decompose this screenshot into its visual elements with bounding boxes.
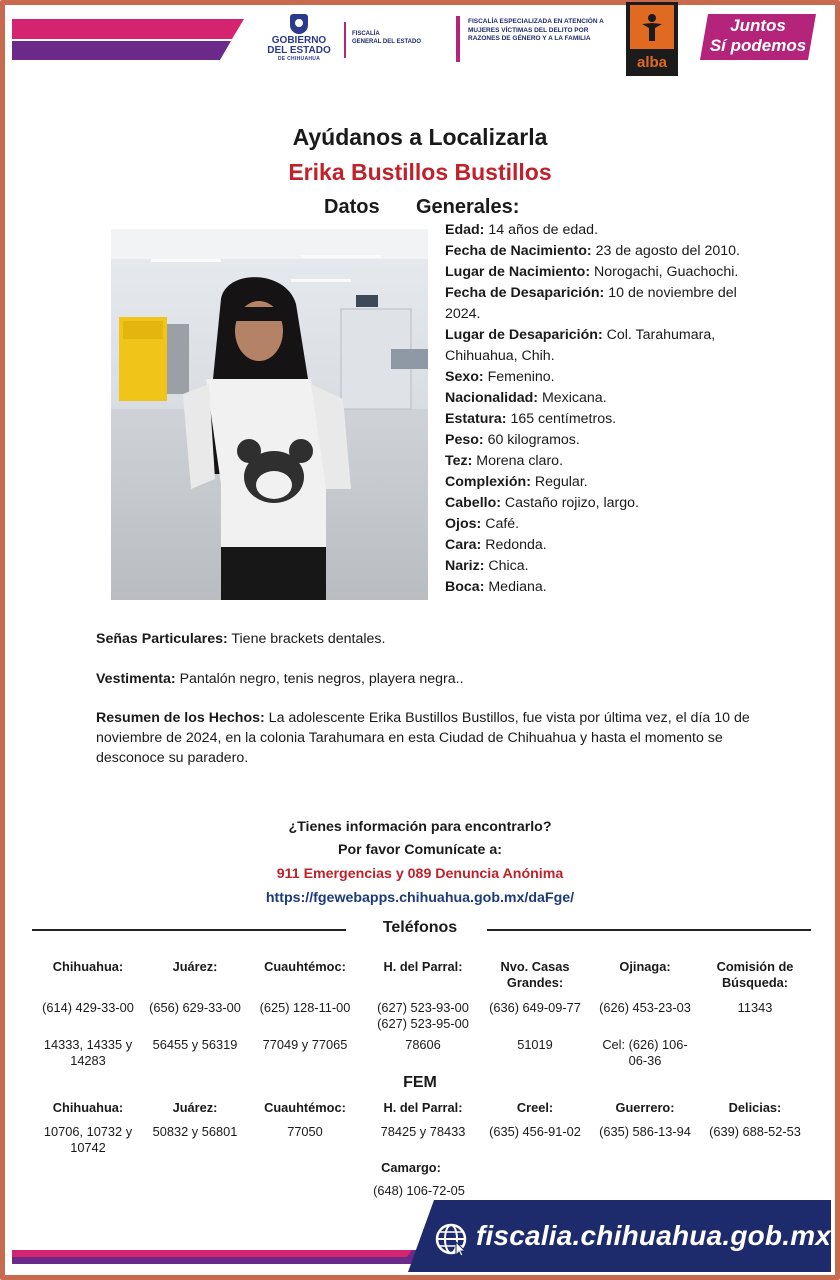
resumen-value: La adolescente Erika Bustillos Bustillos, fue vista por última vez, el día 10 de noviembre de 2024, en la colonia Tarahumara en esta Ciudad de Chihuahua y hasta el momento se desconoce su paradero. bbox=[96, 710, 750, 766]
detail-label: Sexo: bbox=[445, 369, 484, 385]
phone-number-cell: (626) 453-23-03 bbox=[599, 1000, 691, 1015]
phone-number-cell: 51019 bbox=[517, 1037, 553, 1052]
detail-value: Col. Tarahumara, Chihuahua, Chih. bbox=[445, 327, 716, 364]
senas-value: Tiene brackets dentales. bbox=[227, 631, 386, 647]
phone-number-cell: (656) 629-33-00 bbox=[149, 1000, 241, 1015]
phone-number-cell: Cel: (626) 106-06-36 bbox=[602, 1037, 688, 1068]
missing-person-photo bbox=[111, 229, 428, 600]
detail-value: Mediana. bbox=[484, 579, 547, 595]
detail-row bbox=[445, 409, 775, 430]
fem-title: FEM bbox=[403, 1074, 437, 1091]
section-title-generales: Generales: bbox=[416, 196, 520, 218]
detail-label: Complexión: bbox=[445, 474, 531, 490]
gobierno-logo bbox=[258, 14, 340, 66]
detail-row bbox=[445, 493, 775, 514]
phone-number-cell: (627) 523-93-00 (627) 523-95-00 bbox=[377, 1000, 469, 1031]
detail-row bbox=[445, 325, 775, 367]
detail-row bbox=[445, 556, 775, 577]
detail-value: Femenino. bbox=[483, 369, 555, 385]
phone-number-cell: 11343 bbox=[737, 1000, 773, 1015]
phone-city-header: Comisión de Búsqueda: bbox=[716, 959, 794, 990]
vestimenta-label: Vestimenta: bbox=[96, 671, 176, 687]
phone-number-cell: (614) 429-33-00 bbox=[42, 1000, 134, 1015]
detail-label: Lugar de Nacimiento: bbox=[445, 264, 591, 280]
detail-value: 10 de noviembre del 2024. bbox=[445, 285, 737, 322]
alba-label: alba bbox=[636, 54, 667, 71]
phone-number-cell: (635) 456-91-02 bbox=[489, 1124, 581, 1139]
vestimenta bbox=[96, 669, 776, 689]
detail-row bbox=[445, 535, 775, 556]
detail-label: Nariz: bbox=[445, 558, 485, 574]
detail-row bbox=[445, 472, 775, 493]
detail-label: Lugar de Desaparición: bbox=[445, 327, 603, 343]
gobierno-line1: GOBIERNO bbox=[271, 35, 327, 46]
detail-row bbox=[445, 367, 775, 388]
phone-city-header: Chihuahua: bbox=[52, 959, 124, 974]
detail-label: Tez: bbox=[445, 453, 473, 469]
camargo-phone: (648) 106-72-05 bbox=[373, 1183, 465, 1198]
phone-number-cell: 50832 y 56801 bbox=[152, 1124, 238, 1139]
juntos-logo bbox=[700, 14, 816, 60]
vestimenta-value: Pantalón negro, tenis negros, playera negra.. bbox=[175, 671, 464, 687]
resumen-hechos bbox=[96, 708, 776, 768]
phone-city-header: Juárez: bbox=[172, 959, 218, 974]
phone-number-cell: (635) 586-13-94 bbox=[599, 1124, 691, 1139]
telefonos-title: Teléfonos bbox=[382, 919, 458, 936]
alba-logo bbox=[626, 2, 678, 76]
phone-city-header: Cuauhtémoc: bbox=[264, 1100, 346, 1115]
detail-label: Nacionalidad: bbox=[445, 390, 539, 406]
detail-value: Norogachi, Guachochi. bbox=[590, 264, 739, 280]
camargo-label: Camargo: bbox=[381, 1160, 441, 1175]
phone-number-cell: (625) 128-11-00 bbox=[259, 1000, 351, 1015]
gobierno-line2: DEL ESTADO bbox=[267, 45, 331, 56]
phone-number-cell: 10706, 10732 y 10742 bbox=[43, 1124, 133, 1155]
detail-value: Morena claro. bbox=[472, 453, 564, 469]
detail-label: Boca: bbox=[445, 579, 485, 595]
phone-number-cell: 78425 y 78433 bbox=[380, 1124, 466, 1139]
missing-person-name: Erika Bustillos Bustillos bbox=[288, 159, 552, 185]
phone-number-cell: 14333, 14335 y 14283 bbox=[43, 1037, 133, 1068]
detail-label: Ojos: bbox=[445, 516, 482, 532]
phone-number-cell: 77050 bbox=[287, 1124, 323, 1139]
detail-row bbox=[445, 283, 775, 325]
detail-label: Cara: bbox=[445, 537, 482, 553]
phone-city-header: Guerrero: bbox=[615, 1100, 675, 1115]
person-icon bbox=[640, 12, 664, 42]
detail-row bbox=[445, 577, 775, 598]
detail-label: Fecha de Desaparición: bbox=[445, 285, 605, 301]
header-divider bbox=[456, 16, 460, 62]
juntos-line2: Sí podemos bbox=[709, 36, 807, 55]
detail-value: Redonda. bbox=[481, 537, 547, 553]
detail-row bbox=[445, 388, 775, 409]
detail-value: Café. bbox=[481, 516, 520, 532]
phone-city-header: H. del Parral: bbox=[383, 1100, 463, 1115]
phone-number-cell: (639) 688-52-53 bbox=[709, 1124, 801, 1139]
gobierno-sub: DE CHIHUAHUA bbox=[277, 56, 321, 62]
footer-stripe bbox=[12, 1250, 432, 1264]
fiscalia-line2: GENERAL DEL ESTADO bbox=[352, 39, 422, 45]
phone-city-header: Delicias: bbox=[728, 1100, 782, 1115]
fiscalia-line1: FISCALÍA bbox=[352, 31, 380, 37]
header-divider bbox=[344, 22, 346, 58]
detail-value: Chica. bbox=[484, 558, 529, 574]
fiscalia-logo bbox=[352, 30, 421, 46]
footer-website[interactable]: fiscalia.chihuahua.gob.mx bbox=[476, 1220, 832, 1251]
detail-value: 60 kilogramos. bbox=[483, 432, 580, 448]
senas-label: Señas Particulares: bbox=[96, 631, 228, 647]
phone-number-cell: 56455 y 56319 bbox=[152, 1037, 238, 1052]
detail-value: 165 centímetros. bbox=[506, 411, 617, 427]
section-title-datos: Datos bbox=[324, 196, 380, 218]
person-details-list bbox=[445, 220, 775, 598]
juntos-line1: Juntos bbox=[730, 16, 786, 35]
detail-value: 23 de agosto del 2010. bbox=[591, 243, 740, 259]
detail-label: Peso: bbox=[445, 432, 484, 448]
detail-value: 14 años de edad. bbox=[484, 222, 599, 238]
phone-city-header: H. del Parral: bbox=[383, 959, 463, 974]
detail-row bbox=[445, 430, 775, 451]
detail-row bbox=[445, 241, 775, 262]
phone-city-header: Ojinaga: bbox=[619, 959, 671, 974]
divider-line bbox=[487, 929, 811, 931]
fem-logo-text: FISCALÍA ESPECIALIZADA EN ATENCIÓN A MUJERES VÍCTIMAS DEL DELITO POR RAZONES DE GÉNERO Y A LA FAMILIA bbox=[468, 18, 604, 42]
detail-value: Mexicana. bbox=[538, 390, 607, 406]
contact-link[interactable]: https://fgewebapps.chihuahua.gob.mx/daFge/ bbox=[265, 890, 575, 906]
detail-row bbox=[445, 451, 775, 472]
contact-question: ¿Tienes información para encontrarlo? bbox=[288, 819, 552, 835]
phone-city-header: Creel: bbox=[516, 1100, 554, 1115]
phone-number-cell: 77049 y 77065 bbox=[262, 1037, 348, 1052]
detail-value: Castaño rojizo, largo. bbox=[500, 495, 639, 511]
globe-icon bbox=[434, 1222, 468, 1256]
emergency-numbers: 911 Emergencias y 089 Denuncia Anónima bbox=[276, 866, 564, 882]
detail-row bbox=[445, 262, 775, 283]
detail-label: Fecha de Nacimiento: bbox=[445, 243, 592, 259]
resumen-label: Resumen de los Hechos: bbox=[96, 710, 265, 726]
detail-label: Estatura: bbox=[445, 411, 507, 427]
phone-city-header: Chihuahua: bbox=[52, 1100, 124, 1115]
detail-label: Cabello: bbox=[445, 495, 501, 511]
detail-row bbox=[445, 220, 775, 241]
phone-city-header: Cuauhtémoc: bbox=[264, 959, 346, 974]
phone-city-header: Nvo. Casas Grandes: bbox=[500, 959, 570, 990]
header-stripe bbox=[12, 19, 244, 60]
phone-number-cell: 78606 bbox=[405, 1037, 441, 1052]
phone-number-cell: (636) 649-09-77 bbox=[489, 1000, 581, 1015]
detail-label: Edad: bbox=[445, 222, 485, 238]
contact-please: Por favor Comunícate a: bbox=[338, 842, 502, 858]
detail-value: Regular. bbox=[530, 474, 588, 490]
page-title: Ayúdanos a Localizarla bbox=[292, 124, 548, 150]
phone-city-header: Juárez: bbox=[172, 1100, 218, 1115]
detail-row bbox=[445, 514, 775, 535]
shield-icon bbox=[290, 14, 308, 34]
senas-particulares bbox=[96, 629, 776, 649]
